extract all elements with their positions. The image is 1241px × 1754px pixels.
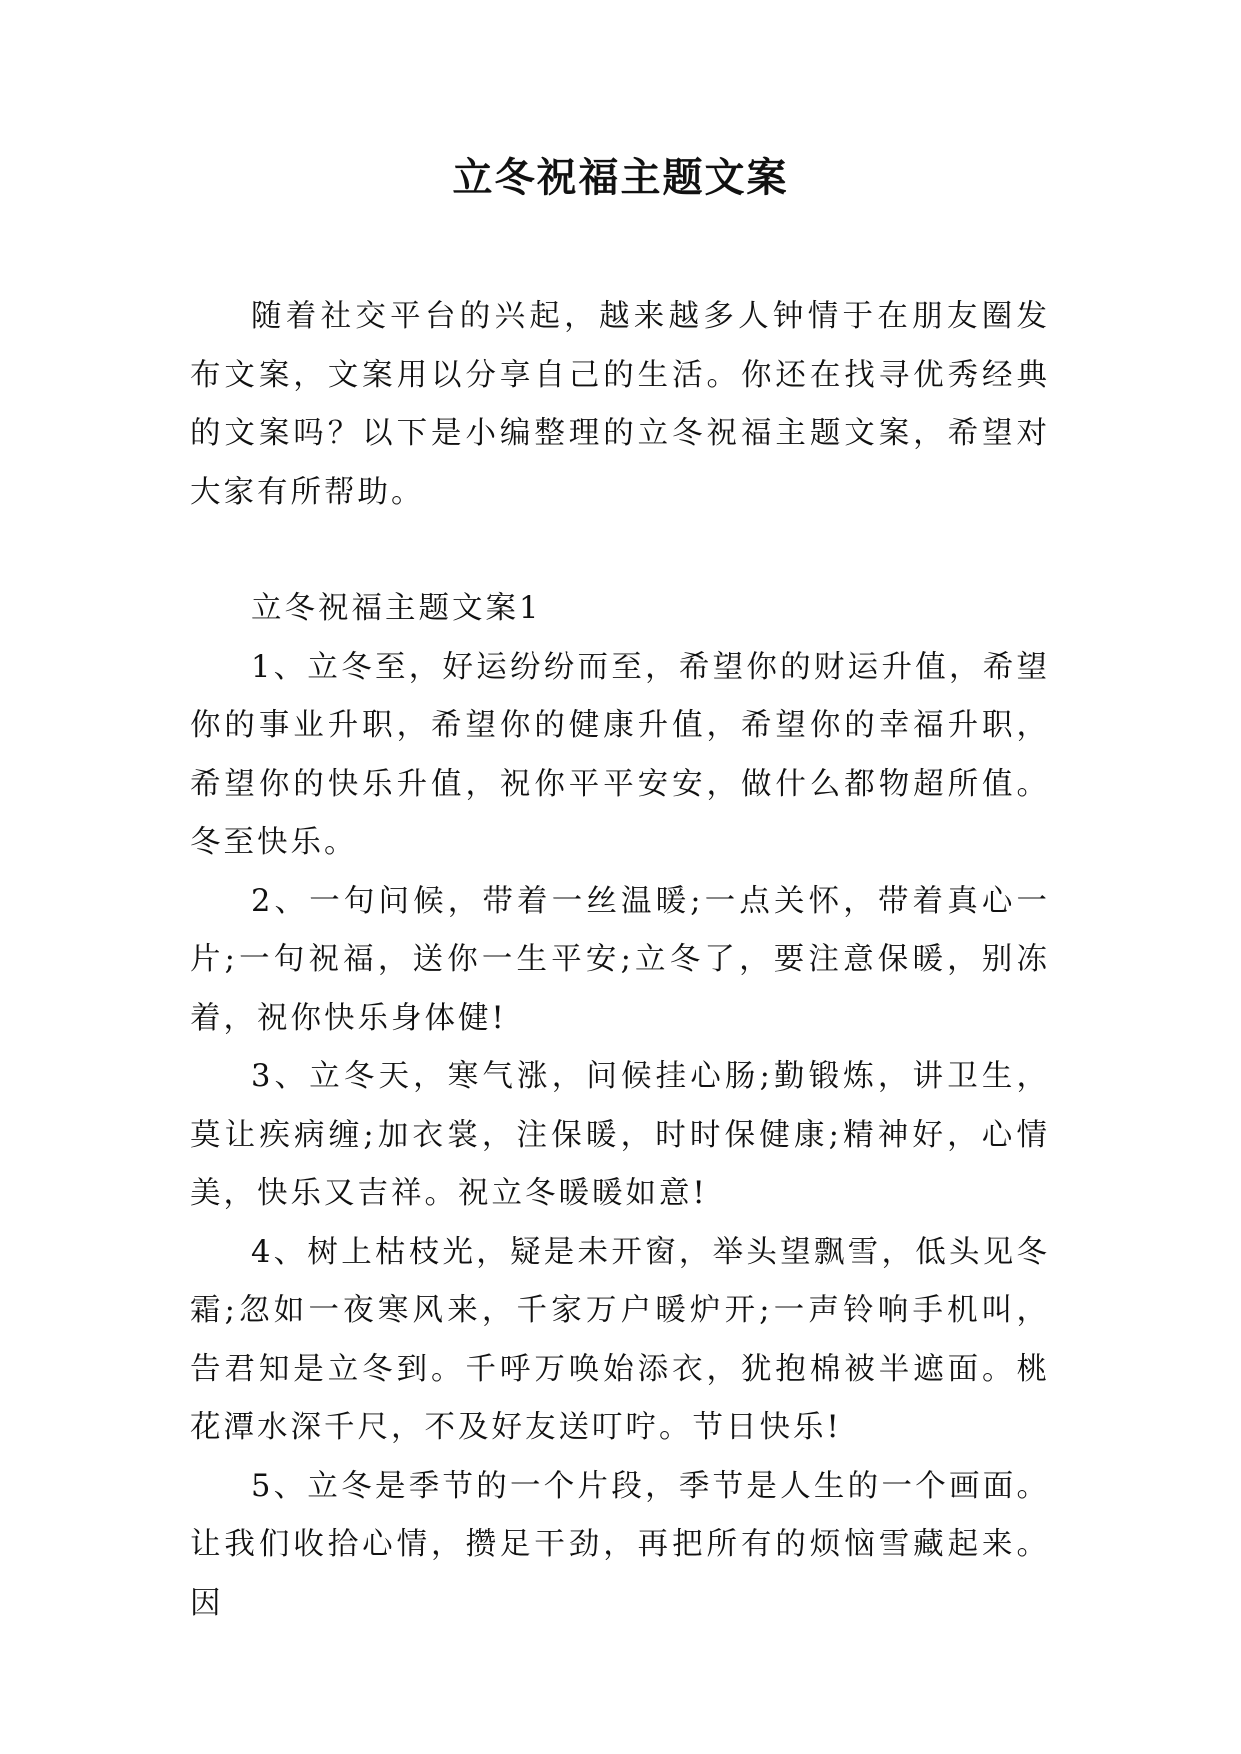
document-body [190, 288, 1050, 1633]
list-item: 5、立冬是季节的一个片段，季节是人生的一个画面。让我们收拾心情，攒足干劲，再把所有的烦恼雪藏起来。因 [190, 1468, 1050, 1621]
list-item: 3、立冬天，寒气涨，问候挂心肠;勤锻炼，讲卫生，莫让疾病缠;加衣裳，注保暖，时时保健康;精神好，心情美，快乐又吉祥。祝立冬暖暖如意! [190, 1059, 1050, 1211]
list-item: 1、立冬至，好运纷纷而至，希望你的财运升值，希望你的事业升职，希望你的健康升值，希望你的幸福升职，希望你的快乐升值，祝你平平安安，做什么都物超所值。冬至快乐。 [190, 649, 1050, 860]
list-item: 2、一句问候，带着一丝温暖;一点关怀，带着真心一片;一句祝福，送你一生平安;立冬了，要注意保暖，别冻着，祝你快乐身体健! [190, 883, 1050, 1036]
intro-paragraph: 随着社交平台的兴起，越来越多人钟情于在朋友圈发布文案，文案用以分享自己的生活。你还在找寻优秀经典的文案吗？以下是小编整理的立冬祝福主题文案，希望对大家有所帮助。 [190, 299, 1050, 510]
document-title: 立冬祝福主题文案 [452, 154, 789, 201]
section-heading: 立冬祝福主题文案1 [251, 591, 542, 626]
list-item: 4、树上枯枝光，疑是未开窗，举头望飘雪，低头见冬霜;忽如一夜寒风来，千家万户暖炉开;一声铃响手机叫，告君知是立冬到。千呼万唤始添衣，犹抱棉被半遮面。桃花潭水深千尺，不及好友送叮咛。节日快乐! [190, 1234, 1050, 1445]
